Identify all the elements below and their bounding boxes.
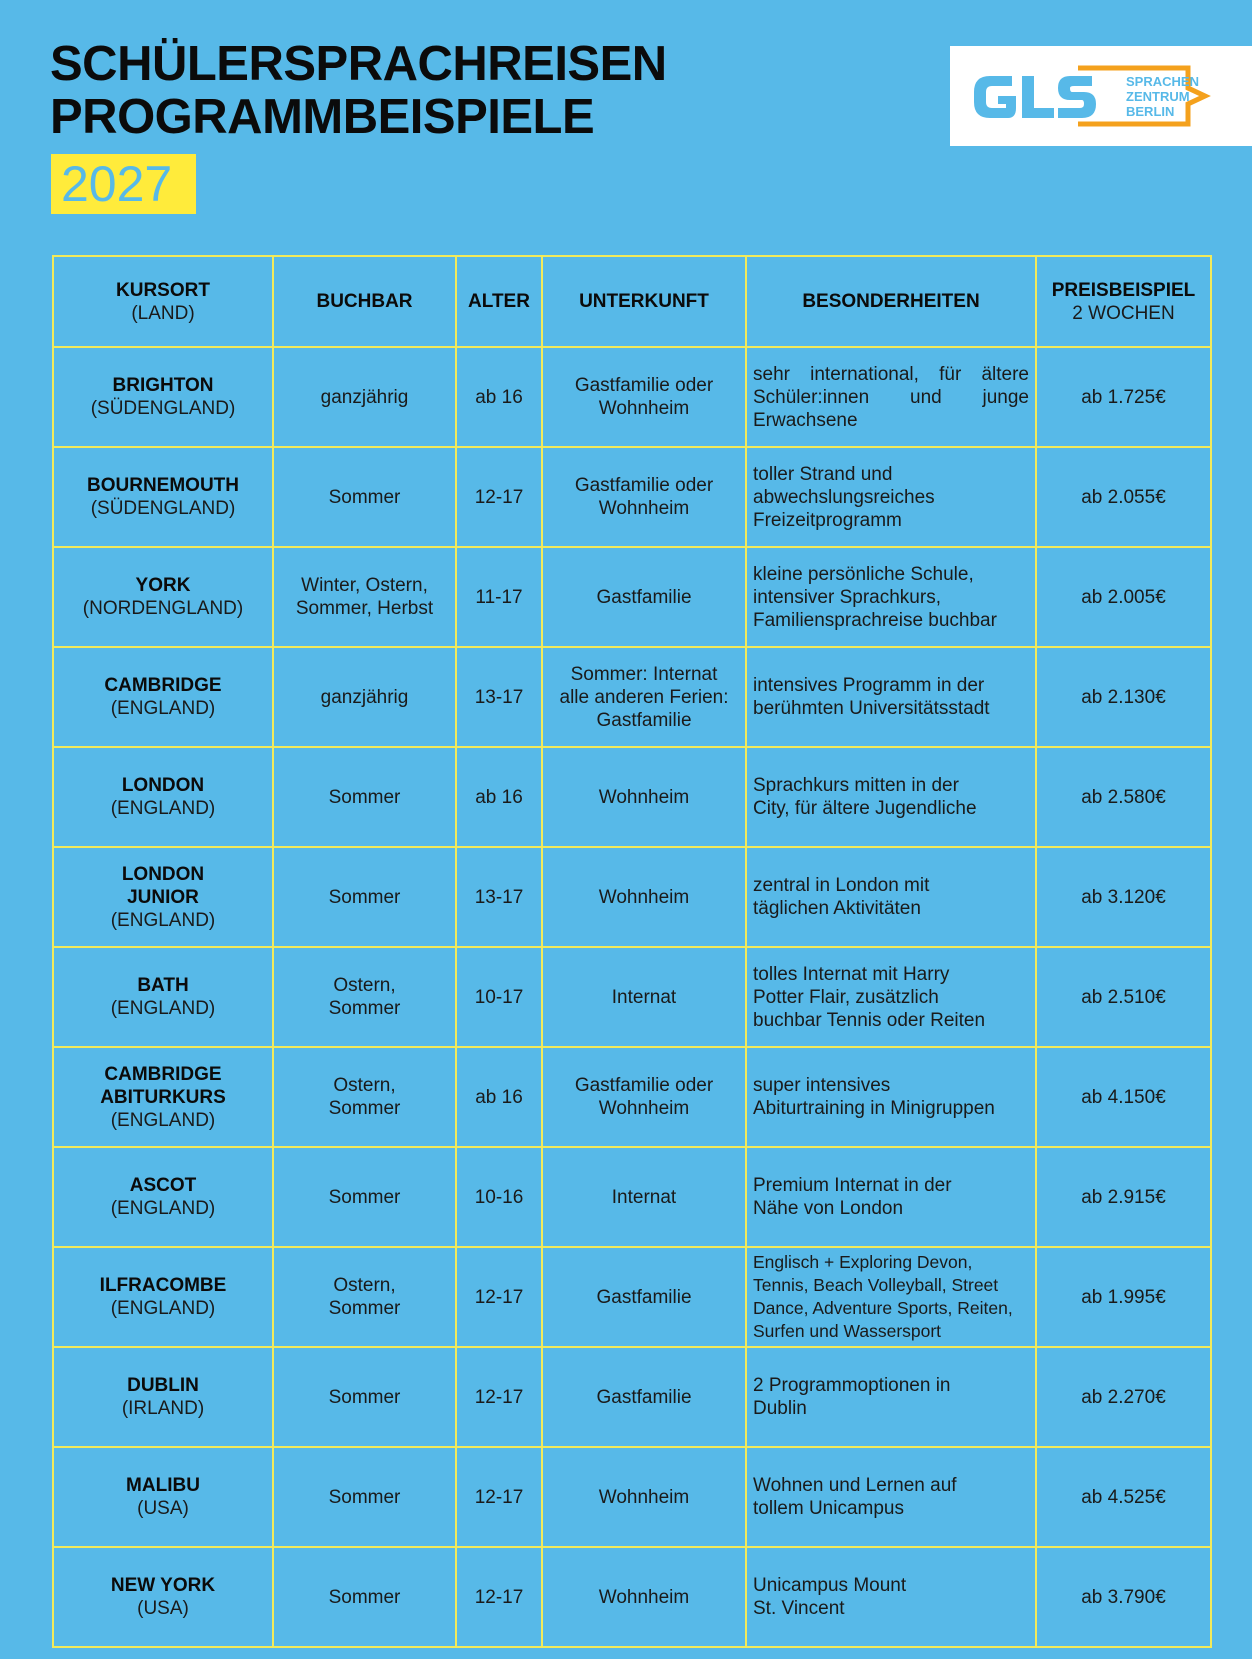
cell-unterkunft: Gastfamilie [542,1247,746,1347]
city-country: (ENGLAND) [110,1109,216,1131]
table-row [53,1147,1211,1247]
title-line-1: SCHÜLERSPRACHREISEN [50,37,667,91]
cell-buchbar: Sommer [273,1147,456,1247]
cell-alter: 13-17 [456,847,542,947]
page-title [50,38,667,144]
city-country: (ENGLAND) [110,909,216,931]
programs-table [52,255,1212,1648]
cell-buchbar: Sommer [273,447,456,547]
cell-buchbar: ganzjährig [273,347,456,447]
cell-unterkunft: Gastfamilie oder Wohnheim [542,447,746,547]
title-line-2: PROGRAMMBEISPIELE [50,90,595,144]
header-unterkunft: UNTERKUNFT [542,256,746,347]
cell-besonderheiten: toller Strand und abwechslungsreiches Freizeitprogramm [746,447,1036,547]
cell-alter: 13-17 [456,647,542,747]
city-country: (IRLAND) [121,1398,205,1419]
city-country: (ENGLAND) [110,1298,216,1319]
header-buchbar: BUCHBAR [273,256,456,347]
city-name: ILFRACOMBE [99,1275,227,1296]
cell-preis: ab 3.120€ [1036,847,1211,947]
city-name: BOURNEMOUTH [87,475,239,496]
cell-alter: 10-17 [456,947,542,1047]
cell-kursort [53,647,273,747]
cell-preis: ab 2.005€ [1036,547,1211,647]
cell-kursort [53,747,273,847]
city-country: (NORDENGLAND) [82,598,244,619]
header-kursort: KURSORT (LAND) [53,256,273,347]
table-row [53,1547,1211,1647]
city-country: (SÜDENGLAND) [90,498,236,519]
cell-alter: 12-17 [456,1547,542,1647]
header-preisbeispiel: PREISBEISPIEL 2 WOCHEN [1036,256,1211,347]
cell-preis: ab 2.270€ [1036,1347,1211,1447]
cell-buchbar: Ostern, Sommer [273,1247,456,1347]
city-name: DUBLIN [127,1375,199,1396]
logo-text-line-3: BERLIN [1126,104,1175,119]
cell-kursort [53,447,273,547]
cell-besonderheiten: Sprachkurs mitten in der City, für ältere Jugendliche [746,747,1036,847]
logo-text-line-2: ZENTRUM [1126,89,1190,104]
cell-preis: ab 2.055€ [1036,447,1211,547]
cell-alter: 11-17 [456,547,542,647]
cell-buchbar: Sommer [273,747,456,847]
cell-preis: ab 1.995€ [1036,1247,1211,1347]
city-name: BATH [137,975,189,996]
table-row [53,1347,1211,1447]
cell-kursort [53,847,273,947]
cell-unterkunft: Wohnheim [542,847,746,947]
table-row [53,947,1211,1047]
city-name: MALIBU [126,1475,200,1496]
cell-besonderheiten: zentral in London mit täglichen Aktivitäten [746,847,1036,947]
city-country: (USA) [137,1498,189,1519]
cell-preis: ab 3.790€ [1036,1547,1211,1647]
cell-alter: 12-17 [456,1447,542,1547]
table-row [53,747,1211,847]
cell-kursort [53,1347,273,1447]
year-badge: 2027 [51,154,196,214]
city-country: (ENGLAND) [110,1198,216,1219]
gls-logo-graphic [950,46,1252,146]
cell-buchbar: Sommer [273,847,456,947]
cell-unterkunft: Sommer: Internat alle anderen Ferien: Gastfamilie [542,647,746,747]
city-name: LONDON [121,775,205,796]
city-name: CAMBRIDGE ABITURKURS [100,1063,226,1108]
cell-alter: ab 16 [456,347,542,447]
table-row [53,1247,1211,1347]
city-country: (ENGLAND) [110,698,216,719]
city-name: LONDON JUNIOR [121,863,205,908]
cell-unterkunft: Internat [542,1147,746,1247]
cell-unterkunft: Wohnheim [542,747,746,847]
cell-kursort [53,1047,273,1147]
cell-alter: 12-17 [456,1247,542,1347]
cell-besonderheiten: Unicampus Mount St. Vincent [746,1547,1036,1647]
city-name: ASCOT [129,1175,197,1196]
logo-text-line-1: SPRACHEN [1126,74,1199,89]
cell-besonderheiten: intensives Programm in der berühmten Universitätsstadt [746,647,1036,747]
cell-alter: 10-16 [456,1147,542,1247]
cell-besonderheiten: super intensives Abiturtraining in Minigruppen [746,1047,1036,1147]
cell-kursort [53,1147,273,1247]
cell-preis: ab 4.525€ [1036,1447,1211,1547]
city-name: CAMBRIDGE [104,675,222,696]
table-row [53,1047,1211,1147]
cell-kursort [53,547,273,647]
cell-preis: ab 2.130€ [1036,647,1211,747]
header-besonderheiten: BESONDERHEITEN [746,256,1036,347]
city-country: (ENGLAND) [110,798,216,819]
header-alter: ALTER [456,256,542,347]
cell-alter: 12-17 [456,447,542,547]
cell-unterkunft: Gastfamilie oder Wohnheim [542,1047,746,1147]
cell-buchbar: ganzjährig [273,647,456,747]
cell-alter: ab 16 [456,747,542,847]
table-row [53,447,1211,547]
cell-besonderheiten: 2 Programmoptionen in Dublin [746,1347,1036,1447]
city-country: (SÜDENGLAND) [90,398,236,419]
cell-preis: ab 2.510€ [1036,947,1211,1047]
cell-besonderheiten: Premium Internat in der Nähe von London [746,1147,1036,1247]
cell-kursort [53,1447,273,1547]
cell-kursort [53,347,273,447]
cell-kursort [53,1247,273,1347]
city-country: (ENGLAND) [110,998,216,1019]
cell-alter: ab 16 [456,1047,542,1147]
city-name: NEW YORK [110,1575,216,1596]
cell-buchbar: Winter, Ostern, Sommer, Herbst [273,547,456,647]
table-row [53,547,1211,647]
cell-besonderheiten: Englisch + Exploring Devon, Tennis, Beach Volleyball, Street Dance, Adventure Sports, Reiten, Surfen und Wassersport [746,1247,1036,1347]
cell-kursort [53,947,273,1047]
cell-unterkunft: Gastfamilie oder Wohnheim [542,347,746,447]
cell-unterkunft: Internat [542,947,746,1047]
city-country: (USA) [137,1598,189,1619]
cell-besonderheiten: Wohnen und Lernen auf tollem Unicampus [746,1447,1036,1547]
cell-buchbar: Sommer [273,1547,456,1647]
table-row [53,347,1211,447]
cell-unterkunft: Gastfamilie [542,547,746,647]
cell-buchbar: Ostern, Sommer [273,1047,456,1147]
cell-unterkunft: Gastfamilie [542,1347,746,1447]
cell-besonderheiten: kleine persönliche Schule, intensiver Sprachkurs, Familiensprachreise buchbar [746,547,1036,647]
cell-buchbar: Sommer [273,1447,456,1547]
cell-preis: ab 2.580€ [1036,747,1211,847]
cell-unterkunft: Wohnheim [542,1447,746,1547]
cell-besonderheiten: tolles Internat mit Harry Potter Flair, zusätzlich buchbar Tennis oder Reiten [746,947,1036,1047]
table-row [53,1447,1211,1547]
cell-preis: ab 2.915€ [1036,1147,1211,1247]
cell-besonderheiten: sehr international, für ältere Schüler:innen und junge Erwachsene [746,347,1036,447]
gls-logo [950,46,1252,146]
table-row [53,647,1211,747]
table-row [53,847,1211,947]
table-header-row [53,256,1211,347]
cell-kursort [53,1547,273,1647]
cell-buchbar: Ostern, Sommer [273,947,456,1047]
cell-buchbar: Sommer [273,1347,456,1447]
cell-preis: ab 1.725€ [1036,347,1211,447]
cell-alter: 12-17 [456,1347,542,1447]
city-name: BRIGHTON [112,375,214,396]
cell-unterkunft: Wohnheim [542,1547,746,1647]
cell-preis: ab 4.150€ [1036,1047,1211,1147]
city-name: YORK [135,575,191,596]
